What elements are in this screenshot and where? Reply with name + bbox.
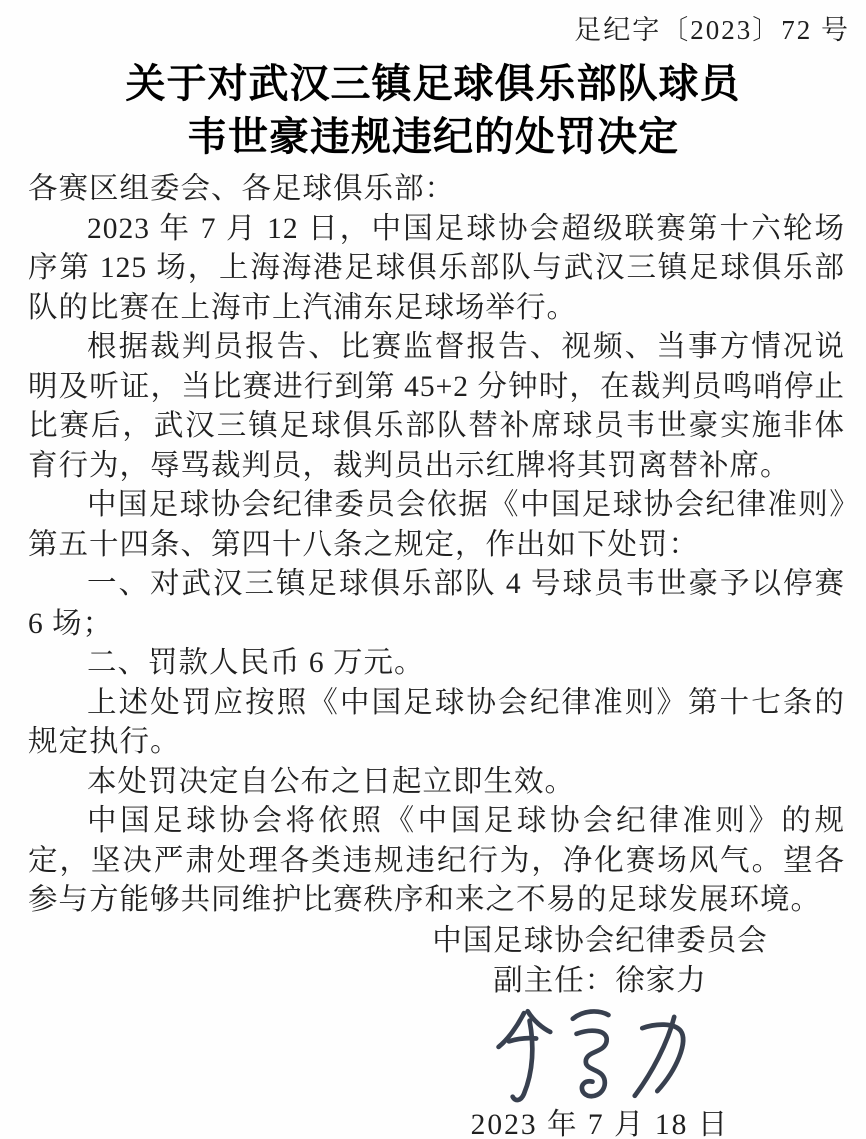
- paragraph-effective: 本处罚决定自公布之日起立即生效。: [87, 765, 576, 798]
- paragraph-closing: 中国足球协会将依照《中国足球协会纪律准则》的规定，坚决严肃处理各类违规违纪行为，净化赛场风气。望各参与方能够共同维护比赛秩序和来之不易的足球发展环境。: [28, 805, 845, 916]
- paragraph-match-info: 2023 年 7 月 12 日，中国足球协会超级联赛第十六轮场序第 125 场，上海海港足球俱乐部队与武汉三镇足球俱乐部队的比赛在上海市上汽浦东足球场举行。: [28, 212, 845, 324]
- signoff-signer-title: 副主任：徐家力: [493, 964, 707, 997]
- paragraph-execution: 上述处罚应按照《中国足球协会纪律准则》第十七条的规定执行。: [28, 686, 845, 758]
- signature-area: [370, 1003, 830, 1105]
- paragraph-penalty-2: 二、罚款人民币 6 万元。: [87, 647, 425, 679]
- document-title: [20, 57, 846, 163]
- title-line-1: 关于对武汉三镇足球俱乐部队球员: [125, 61, 741, 106]
- signoff-block: [370, 921, 830, 1139]
- signoff-organization: 中国足球协会纪律委员会: [432, 924, 768, 957]
- handwritten-signature-icon: [489, 1000, 711, 1108]
- paragraph-incident: 根据裁判员报告、比赛监督报告、视频、当事方情况说明及听证，当比赛进行到第 45+2 分钟时，在裁判员鸣哨停止比赛后，武汉三镇足球俱乐部队替补席球员韦世豪实施非体育行为，辱骂裁判员，裁判员出示红牌将其罚离替补席。: [28, 331, 845, 482]
- signoff-date: 2023 年 7 月 18 日: [470, 1108, 730, 1139]
- document-number: 足纪字〔2023〕72 号: [574, 15, 850, 45]
- document-body: [28, 210, 845, 921]
- title-line-2: 韦世豪违规违纪的处罚决定: [187, 114, 679, 159]
- paragraph-legal-basis: 中国足球协会纪律委员会依据《中国足球协会纪律准则》第五十四条、第四十八条之规定，作出如下处罚：: [28, 489, 845, 561]
- paragraph-penalty-1: 一、对武汉三镇足球俱乐部队 4 号球员韦世豪予以停赛 6 场；: [28, 568, 845, 640]
- salutation: 各赛区组委会、各足球俱乐部：: [28, 173, 456, 205]
